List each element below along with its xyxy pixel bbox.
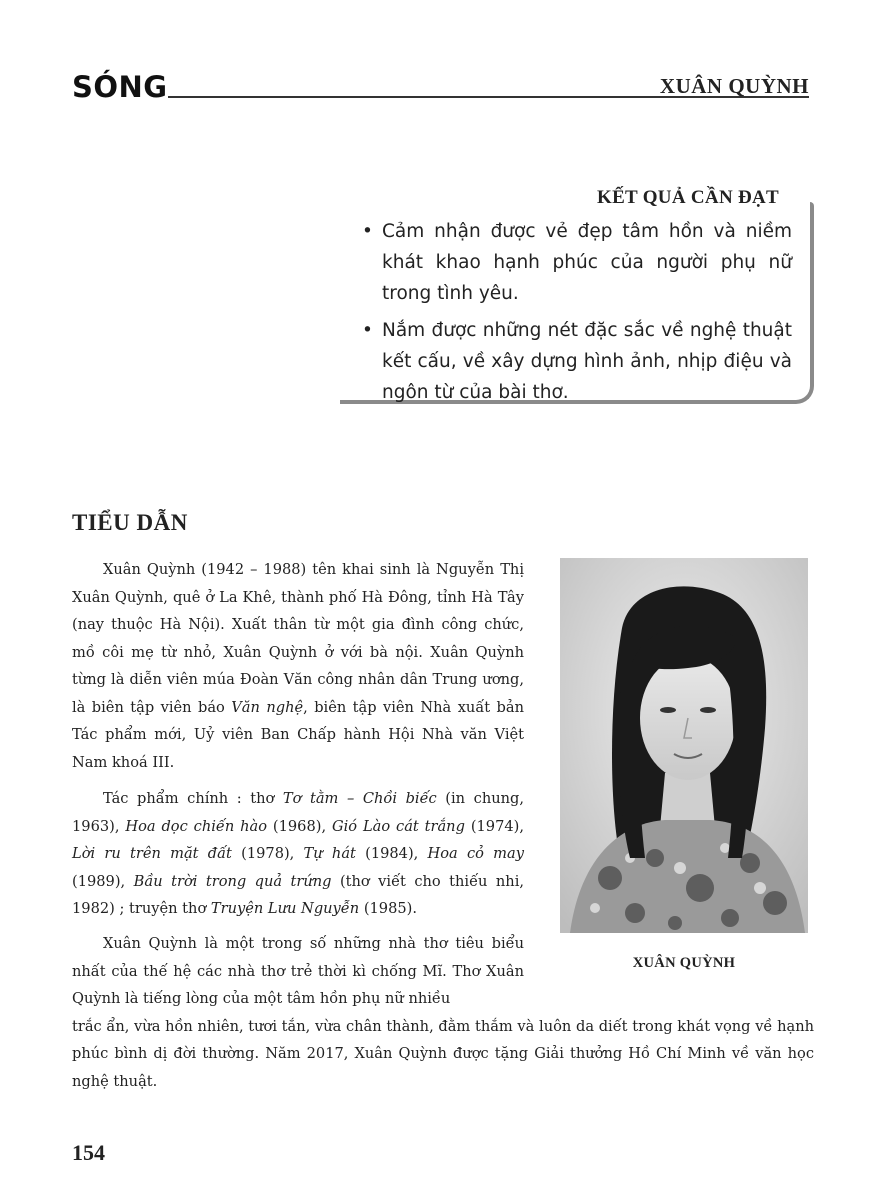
page-number: 154 [72,1140,105,1165]
bullet-icon: • [362,221,373,242]
work-title: Bầu trời trong quả trứng [133,872,332,890]
bullet-icon: • [362,320,373,341]
outcome-text: Nắm được những nét đặc sắc về nghệ thuật kết cấu, về xây dựng hình ảnh, nhịp điệu và ngôn từ của bài thơ. [382,320,792,403]
portrait-caption: XUÂN QUỲNH [632,955,736,971]
work-title: Tự hát [303,845,356,862]
text-run: (thơ viết cho thiếu nhi, 1982) ; truyện thơ [72,872,524,917]
text-run: (1985). [359,900,417,917]
text-run-narrow: Xuân Quỳnh là một trong số những nhà thơ tiêu biểu nhất của thế hệ các nhà thơ trẻ thời kì chống Mĩ. Thơ Xuân Quỳnh là tiếng lòng của một tâm hồn phụ nữ nhiều [72,935,524,1007]
biography-paragraph [72,556,524,776]
text-run: (1968), [267,817,332,835]
outcome-item [358,216,792,309]
works-paragraph [72,785,524,923]
text-run: , biên tập viên Nhà xuất bản Tác phẩm mới, Uỷ viên Ban Chấp hành Hội Nhà văn Việt Nam khoá III. [72,698,525,771]
text-run: (1974), [464,817,524,835]
work-title: Truyện Lưu Nguyễn [210,900,360,917]
work-title: Hoa cỏ may [427,845,524,862]
text-run: (in chung, 1963), [72,790,524,835]
text-run: (1984), [355,845,428,862]
outcome-item [358,315,792,408]
text-run-wide: trắc ẩn, vừa hồn nhiên, tươi tắn, vừa chân thành, đằm thắm và luôn da diết trong khát vọng về hạnh phúc bình dị đời thường. Năm 2017, Xuân Quỳnh được tặng Giải thưởng Hồ Chí Minh về văn học nghệ thuật. [72,1017,814,1090]
outcomes-list [358,216,792,414]
text-run: (1978), [231,845,304,862]
work-title: Gió Lào cát trắng [331,817,465,835]
chapter-title: SÓNG [72,70,168,104]
portrait-illustration [560,558,808,933]
work-title: Lời ru trên mặt đất [72,845,232,862]
author-portrait-photo [560,558,808,933]
text-run: Xuân Quỳnh (1942 – 1988) tên khai sinh là Nguyễn Thị Xuân Quỳnh, quê ở La Khê, thành phố Hà Đông, tỉnh Hà Tây (nay thuộc Hà Nội). Xuất thân từ một gia đình công chức, mồ côi mẹ từ nhỏ, Xuân Quỳnh ở với bà nội. Xuân Quỳnh từng là diễn viên múa Đoàn Văn công nhân dân Trung ương, là biên tập viên báo [72,561,524,716]
text-run: (1989), [72,872,134,890]
work-title: Tơ tằm – Chồi biếc [282,790,437,807]
header-author: XUÂN QUỲNH [659,74,809,98]
outcome-text: Cảm nhận được vẻ đẹp tâm hồn và niềm khát khao hạnh phúc của người phụ nữ trong tình yêu. [382,221,792,304]
italic-title: Văn nghệ [231,698,304,716]
text-run: Tác phẩm chính : thơ [103,790,283,807]
work-title: Hoa dọc chiến hào [125,817,268,835]
outcomes-title: KẾT QUẢ CẦN ĐẠT [597,187,780,208]
section-heading: TIỂU DẪN [72,510,188,535]
